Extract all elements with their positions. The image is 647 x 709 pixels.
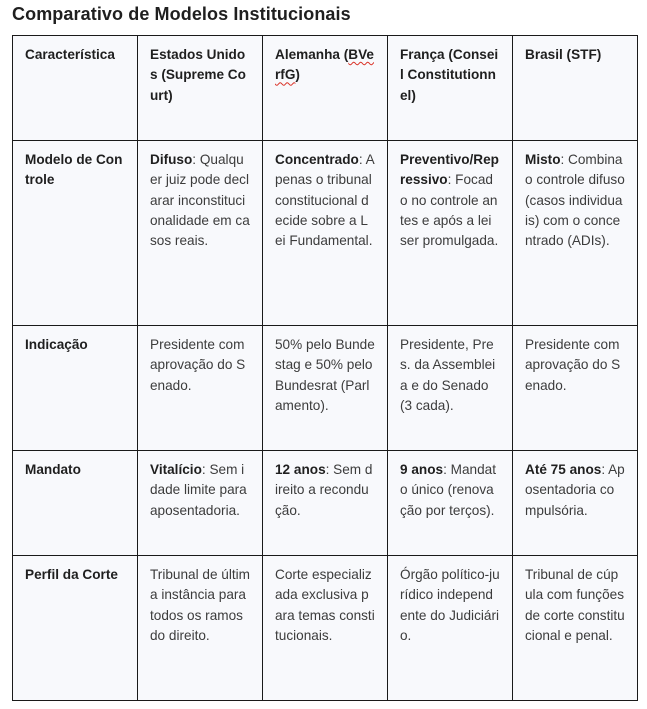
cell-text: : Aposentadoria compulsória. [525,462,625,518]
cell-lead: Difuso [150,152,193,167]
column-header-france: França (Conseil Constitutionnel) [388,36,513,141]
table-cell: 50% pelo Bundestag e 50% pelo Bundesrat (Parlamento). [263,326,388,451]
table-cell: Corte especializada exclusiva para temas constitucionais. [263,556,388,701]
column-header-brazil: Brasil (STF) [513,36,638,141]
page-title: Comparativo de Modelos Institucionais [12,4,351,24]
cell-lead: 9 anos [400,462,444,477]
column-header-germany [263,36,388,141]
comparison-table [12,35,638,701]
cell-text: : Sem direito a recondução. [275,462,373,518]
table-cell: Presidente, Pres. da Assembleia e do Senado (3 cada). [388,326,513,451]
spellcheck-flagged-word[interactable]: BVerfG [275,47,374,83]
cell-lead: Até 75 anos [525,462,602,477]
row-header: Perfil da Corte [13,556,138,701]
table-cell [388,141,513,326]
cell-lead: Misto [525,152,561,167]
cell-lead: Vitalício [150,462,202,477]
cell-text: : Mandato único (renovação por terços). [400,462,496,518]
row-header: Indicação [13,326,138,451]
table-cell [513,141,638,326]
table-cell [138,141,263,326]
table-cell: Tribunal de última instância para todos os ramos do direito. [138,556,263,701]
cell-text: : Qualquer juiz pode declarar inconstitucionalidade em casos reais. [150,152,250,249]
table-cell [513,451,638,556]
cell-text: : Focado no controle antes e após a lei ser promulgada. [400,172,499,249]
table-cell: Presidente com aprovação do Senado. [138,326,263,451]
column-header-characteristic: Característica [13,36,138,141]
table-row [13,556,638,701]
table-cell [263,141,388,326]
table-cell: Órgão político-jurídico independente do Judiciário. [388,556,513,701]
table-cell [263,451,388,556]
cell-lead: Preventivo/Repressivo [400,152,499,188]
row-header: Mandato [13,451,138,556]
table-row [13,326,638,451]
cell-text: : Sem idade limite para aposentadoria. [150,462,247,518]
table-cell: Tribunal de cúpula com funções de corte constitucional e penal. [513,556,638,701]
table-row [13,141,638,326]
cell-text: : Apenas o tribunal constitucional decide sobre a Lei Fundamental. [275,152,375,249]
table-cell [138,451,263,556]
table-cell [388,451,513,556]
table-cell: Presidente com aprovação do Senado. [513,326,638,451]
header-text: ) [295,67,300,83]
table-header-row [13,36,638,141]
cell-lead: 12 anos [275,462,326,477]
row-header: Modelo de Controle [13,141,138,326]
column-header-usa: Estados Unidos (Supreme Court) [138,36,263,141]
header-text: Alemanha ( [275,47,349,62]
cell-lead: Concentrado [275,152,359,167]
cell-text: : Combina o controle difuso (casos individuais) com o concentrado (ADIs). [525,152,625,249]
table-row [13,451,638,556]
